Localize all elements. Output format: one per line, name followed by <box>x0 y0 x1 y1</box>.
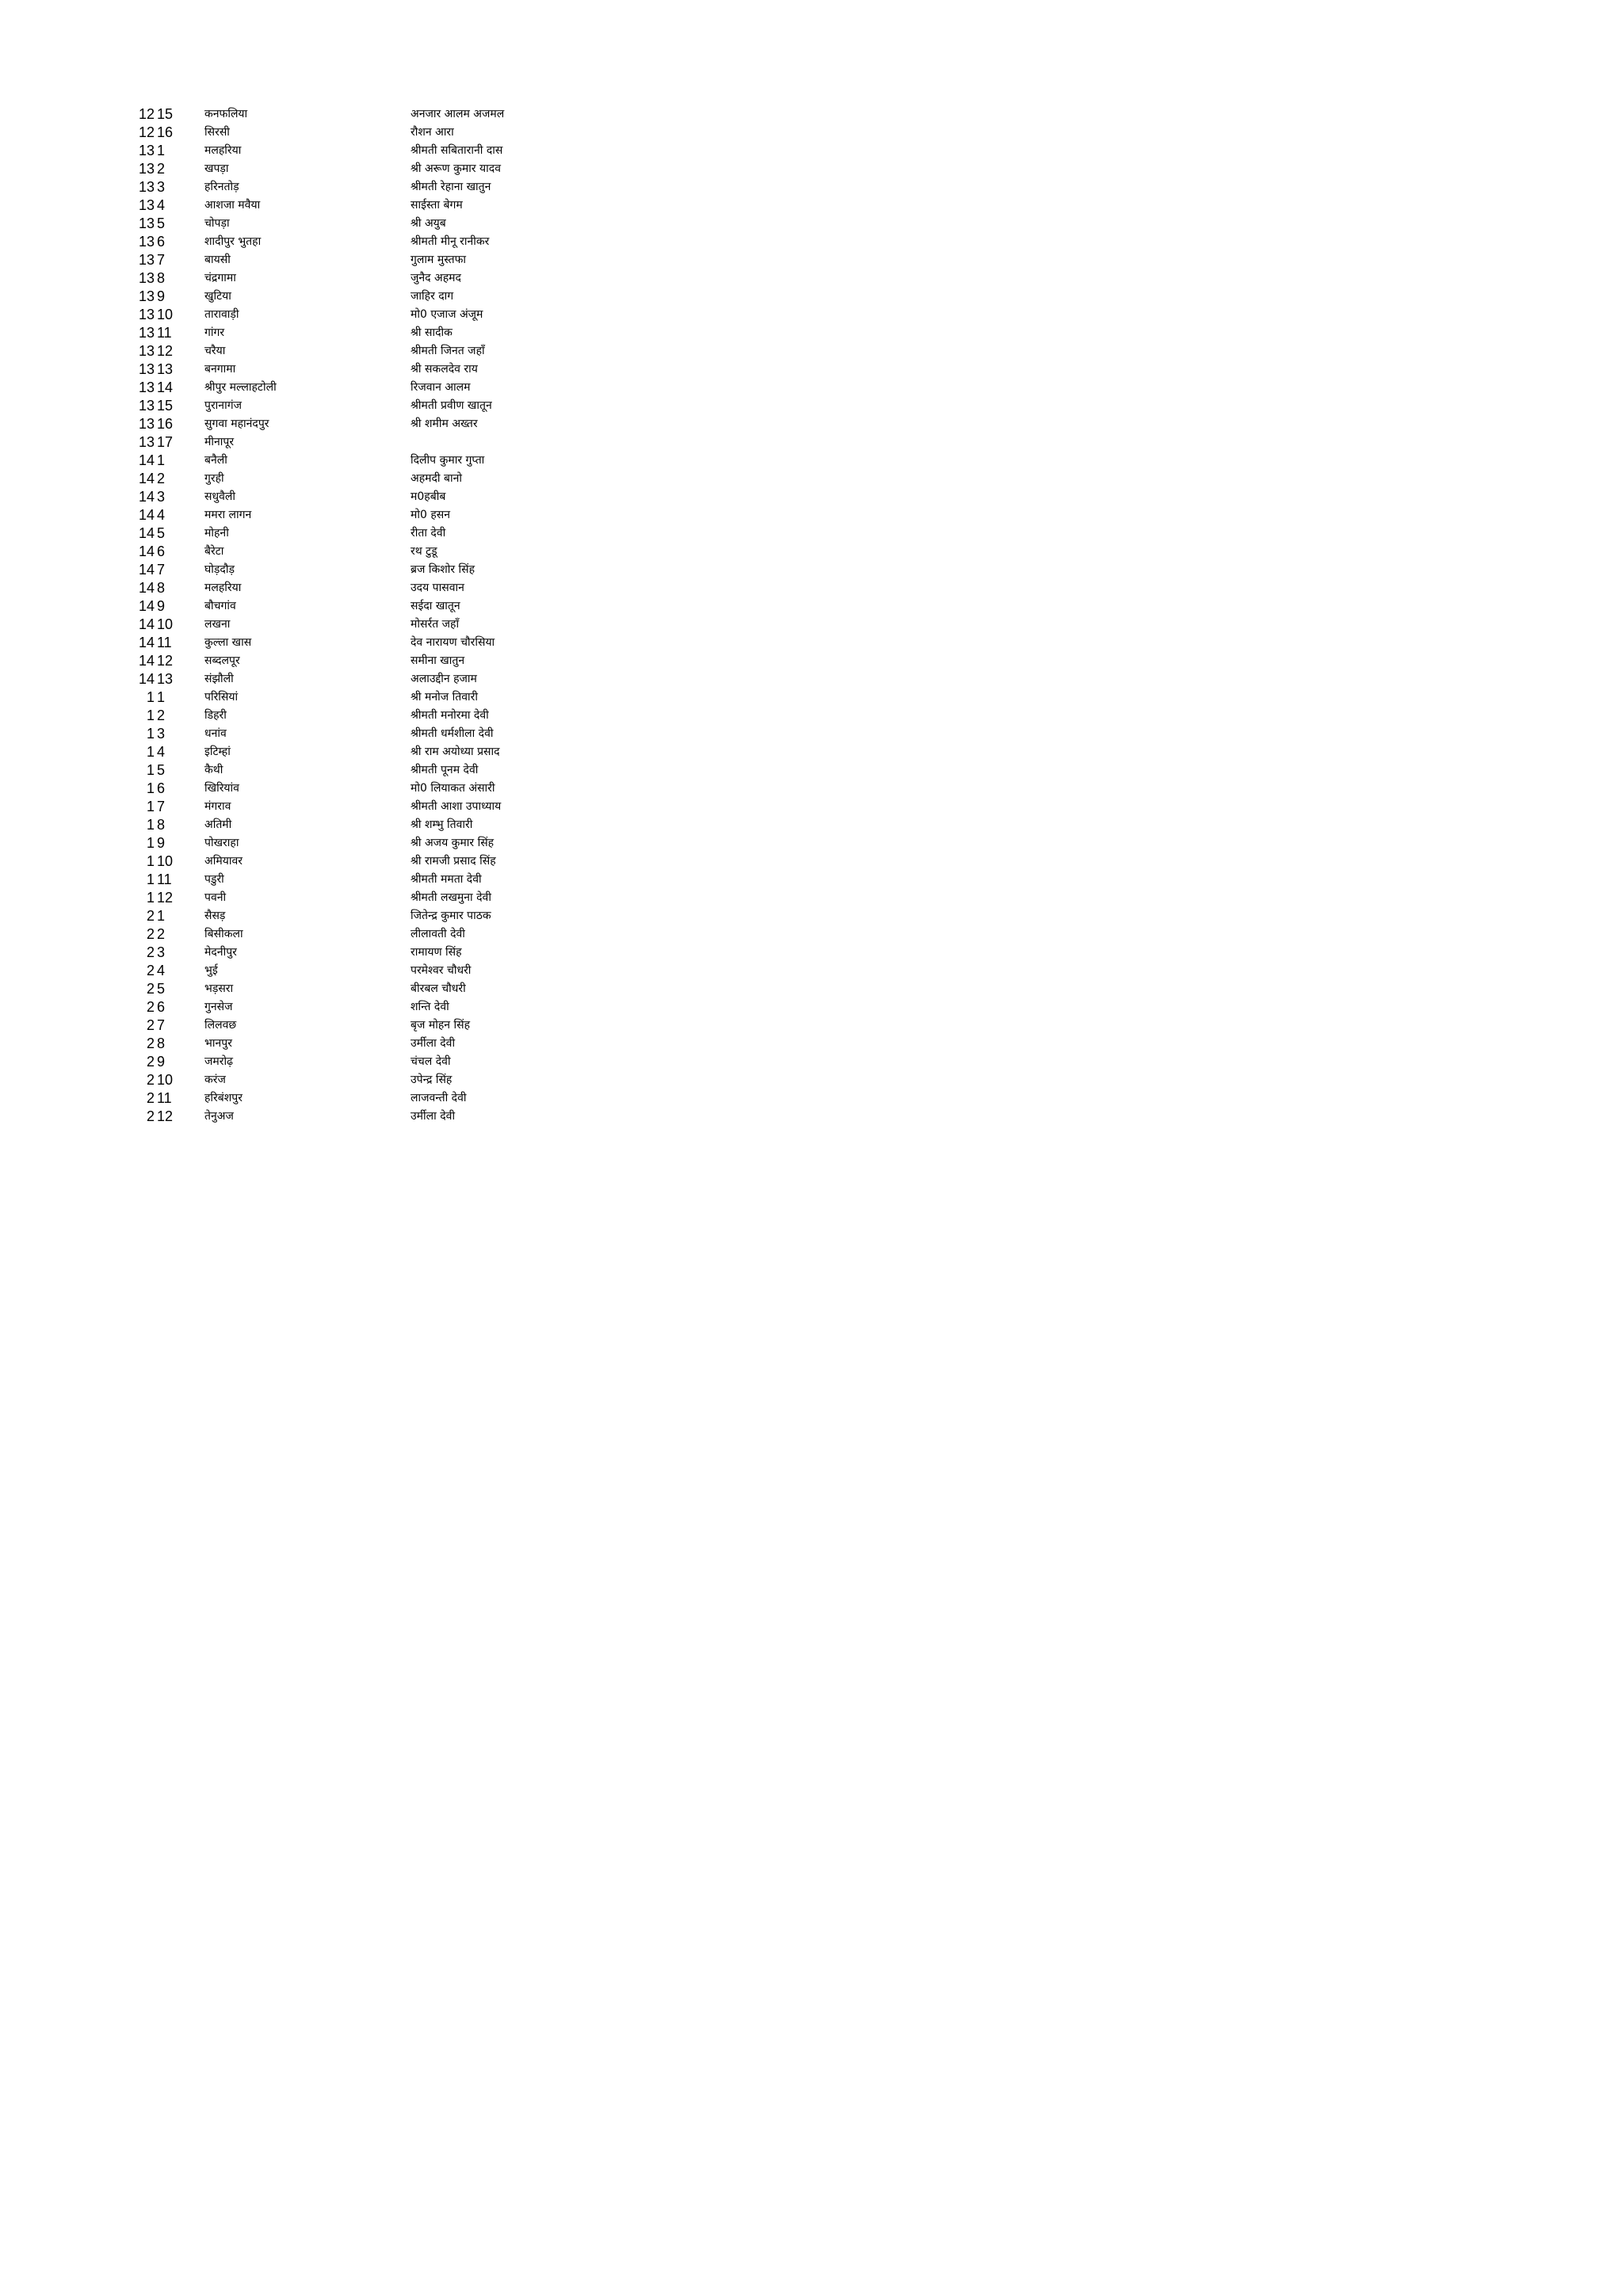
village-name: मेदनीपुर <box>204 946 237 959</box>
village-name: तेनुअज <box>204 1110 234 1123</box>
table-row <box>0 890 872 908</box>
person-name: श्रीमती रेहाना खातुन <box>411 181 491 193</box>
village-name: करंज <box>204 1074 226 1086</box>
serial-number: 6 <box>157 999 166 1015</box>
village-name: खुटिया <box>204 290 231 303</box>
table-row <box>0 726 872 744</box>
table-row <box>0 307 872 325</box>
village-name: जमरोढ़ <box>204 1055 233 1068</box>
person-name: शन्ति देवी <box>411 1001 449 1013</box>
block-number: 14 <box>138 598 155 614</box>
table-row <box>0 1072 872 1090</box>
person-name: गुलाम मुस्तफा <box>411 254 467 266</box>
table-row <box>0 944 872 963</box>
village-name: भड़सरा <box>204 982 234 995</box>
table-row <box>0 1090 872 1108</box>
village-name: घोड़दौड़ <box>204 563 235 576</box>
table-row <box>0 525 872 543</box>
village-name: चरैया <box>204 345 226 357</box>
serial-number: 11 <box>157 635 172 650</box>
serial-number: 13 <box>157 361 174 377</box>
village-name: मलहरिया <box>204 582 242 594</box>
block-number: 13 <box>138 215 155 231</box>
table-row <box>0 689 872 707</box>
serial-number: 7 <box>157 1017 166 1033</box>
serial-number: 2 <box>157 471 166 486</box>
person-name: श्री अरूण कुमार यादव <box>411 162 502 175</box>
block-number: 13 <box>138 325 155 341</box>
block-number: 14 <box>138 562 155 578</box>
table-row <box>0 471 872 489</box>
block-number: 14 <box>138 525 155 541</box>
table-row <box>0 106 872 124</box>
serial-number: 4 <box>157 744 166 760</box>
serial-number: 9 <box>157 1054 166 1070</box>
serial-number: 7 <box>157 562 166 578</box>
block-number: 13 <box>138 379 155 395</box>
village-name: मलहरिया <box>204 144 242 157</box>
block-number: 13 <box>138 343 155 359</box>
block-number: 1 <box>146 726 155 742</box>
table-row <box>0 671 872 689</box>
serial-number: 6 <box>157 234 166 250</box>
village-name: कनफलिया <box>204 108 248 120</box>
person-name: श्री सकलदेव राय <box>411 363 478 376</box>
table-row <box>0 616 872 635</box>
person-name: मो0 हसन <box>411 509 451 521</box>
table-row <box>0 817 872 835</box>
table-row <box>0 288 872 307</box>
block-number: 14 <box>138 653 155 669</box>
village-name: सब्दलपूर <box>204 654 240 667</box>
serial-number: 6 <box>157 780 166 796</box>
table-row <box>0 744 872 762</box>
block-number: 13 <box>138 307 155 322</box>
serial-number: 1 <box>157 908 166 924</box>
village-name: सुगवा महानंदपुर <box>204 418 269 430</box>
table-row <box>0 1035 872 1054</box>
person-name: श्रीमती सबितारानी दास <box>411 144 503 157</box>
village-name: सिरसी <box>204 126 230 139</box>
block-number: 1 <box>146 835 155 851</box>
person-name: देव नारायण चौरसिया <box>411 636 495 649</box>
village-name: संझौली <box>204 673 234 685</box>
document-page <box>0 0 872 1233</box>
village-name: पोखराहा <box>204 837 239 849</box>
village-name: सैसड़ <box>204 910 226 922</box>
serial-number: 7 <box>157 799 166 814</box>
table-row <box>0 379 872 398</box>
serial-number: 7 <box>157 252 166 268</box>
person-name: श्रीमती धर्मशीला देवी <box>411 727 494 740</box>
person-name: म0हबीब <box>411 490 446 503</box>
serial-number: 12 <box>157 1108 174 1124</box>
person-name: श्री शमीम अख्तर <box>411 418 478 430</box>
person-name: श्रीमती लखमुना देवी <box>411 891 491 904</box>
table-row <box>0 853 872 871</box>
person-name: मो0 एजाज अंजूम <box>411 308 483 321</box>
person-name: रीता देवी <box>411 527 446 540</box>
block-number: 14 <box>138 635 155 650</box>
table-row <box>0 543 872 562</box>
table-row <box>0 999 872 1017</box>
table-row <box>0 234 872 252</box>
serial-number: 4 <box>157 197 166 213</box>
table-row <box>0 963 872 981</box>
block-number: 13 <box>138 270 155 286</box>
village-name: भुई <box>204 964 218 977</box>
person-name: उर्मीला देवी <box>411 1110 456 1123</box>
table-row <box>0 835 872 853</box>
table-row <box>0 489 872 507</box>
person-name: उदय पासवान <box>411 582 464 594</box>
person-name: उपेन्द्र सिंह <box>411 1074 453 1086</box>
village-name: खिरियांव <box>204 782 239 795</box>
person-name: लाजवन्ती देवी <box>411 1092 467 1104</box>
serial-number: 16 <box>157 124 174 140</box>
person-name: बृज मोहन सिंह <box>411 1019 471 1032</box>
village-name: सधुवैली <box>204 490 235 503</box>
table-row <box>0 653 872 671</box>
table-row <box>0 398 872 416</box>
block-number: 2 <box>146 963 155 978</box>
person-name: जितेन्द्र कुमार पाठक <box>411 910 491 922</box>
village-name: डिहरी <box>204 709 227 722</box>
block-number: 1 <box>146 707 155 723</box>
village-name: तारावाड़ी <box>204 308 239 321</box>
serial-number: 15 <box>157 106 174 122</box>
village-name: अतिमी <box>204 818 232 831</box>
serial-number: 3 <box>157 489 166 505</box>
block-number: 13 <box>138 234 155 250</box>
serial-number: 11 <box>157 871 172 887</box>
person-name: श्री मनोज तिवारी <box>411 691 478 704</box>
block-number: 13 <box>138 361 155 377</box>
person-name: ब्रज किशोर सिंह <box>411 563 475 576</box>
serial-number: 2 <box>157 926 166 942</box>
village-name: बनैली <box>204 454 227 467</box>
serial-number: 10 <box>157 307 174 322</box>
village-name: लखना <box>204 618 231 631</box>
table-row <box>0 507 872 525</box>
village-name: मोहनी <box>204 527 229 540</box>
person-name: लीलावती देवी <box>411 928 465 940</box>
block-number: 2 <box>146 1054 155 1070</box>
person-name: जुनैद अहमद <box>411 272 461 284</box>
serial-number: 14 <box>157 379 174 395</box>
village-name: बौचगांव <box>204 600 236 612</box>
serial-number: 1 <box>157 689 166 705</box>
person-name: श्रीमती जिनत जहाँ <box>411 345 485 357</box>
block-number: 14 <box>138 580 155 596</box>
block-number: 1 <box>146 799 155 814</box>
village-name: आशजा मवैया <box>204 199 261 212</box>
village-name: शादीपुर भुतहा <box>204 235 262 248</box>
table-row <box>0 981 872 999</box>
serial-number: 17 <box>157 434 174 450</box>
table-row <box>0 434 872 452</box>
serial-number: 1 <box>157 452 166 468</box>
person-name: रामायण सिंह <box>411 946 462 959</box>
table-row <box>0 452 872 471</box>
person-name: श्रीमती मीनू रानीकर <box>411 235 490 248</box>
block-number: 1 <box>146 890 155 906</box>
serial-number: 11 <box>157 325 172 341</box>
table-row <box>0 707 872 726</box>
serial-number: 8 <box>157 270 166 286</box>
block-number: 13 <box>138 143 155 158</box>
person-name: रथ टुडू <box>411 545 437 558</box>
block-number: 14 <box>138 671 155 687</box>
block-number: 13 <box>138 416 155 432</box>
person-name: श्री राम अयोध्या प्रसाद <box>411 746 500 758</box>
person-name: श्री अजय कुमार सिंह <box>411 837 495 849</box>
table-row <box>0 252 872 270</box>
block-number: 1 <box>146 817 155 833</box>
village-name: पवनी <box>204 891 227 904</box>
block-number: 1 <box>146 762 155 778</box>
person-name: मो0 लियाकत अंसारी <box>411 782 495 795</box>
village-name: हरिबंशपुर <box>204 1092 242 1104</box>
block-number: 1 <box>146 744 155 760</box>
table-row <box>0 416 872 434</box>
block-number: 13 <box>138 252 155 268</box>
table-row <box>0 361 872 379</box>
person-name: श्रीमती प्रवीण खातून <box>411 399 492 412</box>
village-name: ममरा लागन <box>204 509 252 521</box>
block-number: 14 <box>138 616 155 632</box>
village-name: लिलवछ <box>204 1019 237 1032</box>
person-name: अहमदी बानो <box>411 472 463 485</box>
village-name: हरिनतोड़ <box>204 181 239 193</box>
serial-number: 5 <box>157 525 166 541</box>
village-name: बायसी <box>204 254 231 266</box>
serial-number: 9 <box>157 598 166 614</box>
block-number: 2 <box>146 1090 155 1106</box>
serial-number: 16 <box>157 416 174 432</box>
village-name: मीनापूर <box>204 436 235 448</box>
table-row <box>0 926 872 944</box>
table-row <box>0 908 872 926</box>
block-number: 2 <box>146 999 155 1015</box>
block-number: 1 <box>146 780 155 796</box>
person-name: श्री रामजी प्रसाद सिंह <box>411 855 496 868</box>
person-name: बीरबल चौधरी <box>411 982 466 995</box>
village-name: खपड़ा <box>204 162 229 175</box>
village-name: मंगराव <box>204 800 231 813</box>
table-row <box>0 780 872 799</box>
village-name: गुनसेज <box>204 1001 233 1013</box>
person-name: श्रीमती आशा उपाध्याय <box>411 800 502 813</box>
serial-number: 10 <box>157 1072 174 1088</box>
table-row <box>0 143 872 161</box>
table-row <box>0 161 872 179</box>
serial-number: 15 <box>157 398 174 414</box>
block-number: 14 <box>138 471 155 486</box>
person-name: श्रीमती पूनम देवी <box>411 764 479 776</box>
village-name: अमियावर <box>204 855 242 868</box>
block-number: 2 <box>146 1017 155 1033</box>
serial-number: 2 <box>157 707 166 723</box>
person-name: श्री सादीक <box>411 326 453 339</box>
table-row <box>0 325 872 343</box>
table-row <box>0 762 872 780</box>
person-name: श्रीमती ममता देवी <box>411 873 482 886</box>
serial-number: 11 <box>157 1090 172 1106</box>
table-row <box>0 124 872 143</box>
person-name: सईदा खातून <box>411 600 460 612</box>
table-row <box>0 871 872 890</box>
village-name: बैरेटा <box>204 545 224 558</box>
village-name: चंद्रगामा <box>204 272 236 284</box>
village-name: श्रीपुर मल्लाहटोली <box>204 381 277 394</box>
block-number: 1 <box>146 853 155 869</box>
village-name: बनगामा <box>204 363 236 376</box>
block-number: 12 <box>138 124 155 140</box>
block-number: 2 <box>146 1108 155 1124</box>
person-name: परमेश्वर चौधरी <box>411 964 472 977</box>
table-row <box>0 598 872 616</box>
record-list <box>0 106 872 1127</box>
serial-number: 3 <box>157 726 166 742</box>
block-number: 1 <box>146 689 155 705</box>
table-row <box>0 1054 872 1072</box>
table-row <box>0 343 872 361</box>
person-name: समीना खातुन <box>411 654 465 667</box>
table-row <box>0 197 872 215</box>
block-number: 13 <box>138 197 155 213</box>
village-name: इटिम्हां <box>204 746 231 758</box>
block-number: 2 <box>146 908 155 924</box>
serial-number: 3 <box>157 944 166 960</box>
serial-number: 4 <box>157 507 166 523</box>
person-name: अलाउद्दीन हजाम <box>411 673 477 685</box>
block-number: 13 <box>138 161 155 177</box>
block-number: 2 <box>146 944 155 960</box>
person-name: अनजार आलम अजमल <box>411 108 505 120</box>
person-name: रिजवान आलम <box>411 381 471 394</box>
block-number: 14 <box>138 452 155 468</box>
person-name: जाहिर दाग <box>411 290 454 303</box>
village-name: गुरही <box>204 472 224 485</box>
table-row <box>0 580 872 598</box>
serial-number: 10 <box>157 616 174 632</box>
serial-number: 5 <box>157 762 166 778</box>
table-row <box>0 1108 872 1127</box>
table-row <box>0 799 872 817</box>
serial-number: 12 <box>157 343 174 359</box>
person-name: श्री शम्भु तिवारी <box>411 818 473 831</box>
village-name: गांगर <box>204 326 225 339</box>
person-name: दिलीप कुमार गुप्ता <box>411 454 485 467</box>
serial-number: 9 <box>157 288 166 304</box>
serial-number: 2 <box>157 161 166 177</box>
block-number: 13 <box>138 179 155 195</box>
village-name: चोपड़ा <box>204 217 230 230</box>
block-number: 1 <box>146 871 155 887</box>
block-number: 2 <box>146 1072 155 1088</box>
serial-number: 6 <box>157 543 166 559</box>
table-row <box>0 562 872 580</box>
block-number: 14 <box>138 543 155 559</box>
block-number: 13 <box>138 288 155 304</box>
person-name: रौशन आरा <box>411 126 454 139</box>
person-name: श्रीमती मनोरमा देवी <box>411 709 489 722</box>
serial-number: 3 <box>157 179 166 195</box>
serial-number: 5 <box>157 215 166 231</box>
table-row <box>0 215 872 234</box>
person-name: श्री अयुब <box>411 217 446 230</box>
block-number: 13 <box>138 434 155 450</box>
person-name: साईस्ता बेगम <box>411 199 463 212</box>
block-number: 13 <box>138 398 155 414</box>
table-row <box>0 1017 872 1035</box>
block-number: 14 <box>138 507 155 523</box>
serial-number: 4 <box>157 963 166 978</box>
village-name: भानपुर <box>204 1037 232 1050</box>
serial-number: 8 <box>157 817 166 833</box>
serial-number: 12 <box>157 890 174 906</box>
serial-number: 10 <box>157 853 174 869</box>
block-number: 2 <box>146 1035 155 1051</box>
village-name: कैथी <box>204 764 223 776</box>
serial-number: 5 <box>157 981 166 997</box>
person-name: चंचल देवी <box>411 1055 451 1068</box>
serial-number: 9 <box>157 835 166 851</box>
table-row <box>0 179 872 197</box>
person-name: उर्मीला देवी <box>411 1037 456 1050</box>
village-name: पुरानागंज <box>204 399 242 412</box>
serial-number: 1 <box>157 143 166 158</box>
table-row <box>0 270 872 288</box>
table-row <box>0 635 872 653</box>
village-name: परिसियां <box>204 691 239 704</box>
village-name: पडुरी <box>204 873 224 886</box>
block-number: 2 <box>146 981 155 997</box>
serial-number: 8 <box>157 580 166 596</box>
block-number: 2 <box>146 926 155 942</box>
serial-number: 12 <box>157 653 174 669</box>
serial-number: 13 <box>157 671 174 687</box>
village-name: कुल्ला खास <box>204 636 252 649</box>
person-name: मोसर्रत जहाँ <box>411 618 460 631</box>
block-number: 14 <box>138 489 155 505</box>
block-number: 12 <box>138 106 155 122</box>
serial-number: 8 <box>157 1035 166 1051</box>
village-name: धनांव <box>204 727 227 740</box>
village-name: बिसीकला <box>204 928 243 940</box>
